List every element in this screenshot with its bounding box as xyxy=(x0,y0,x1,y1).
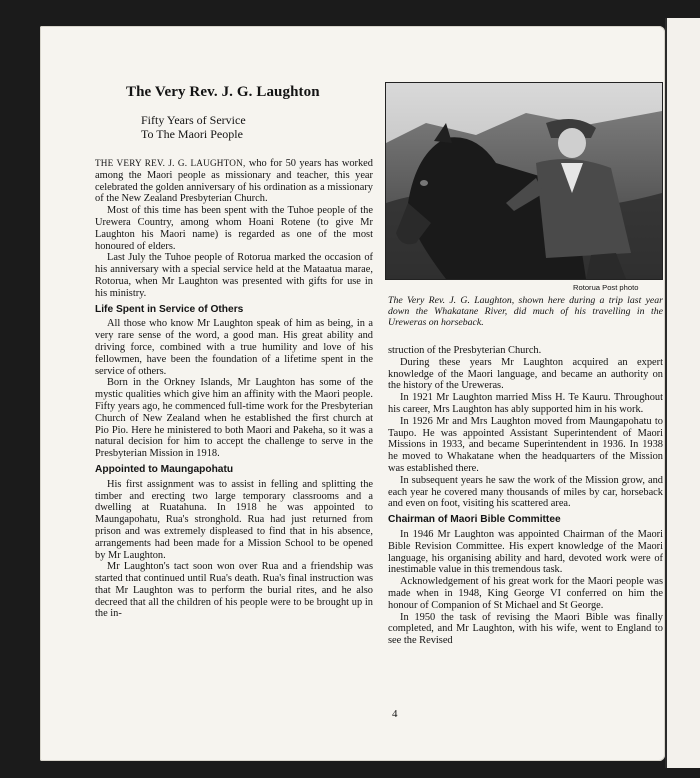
paragraph: In 1946 Mr Laughton was appointed Chairman of the Maori Bible Revision Committee. His expert knowledge of the Maori language, his organising ability and hard, devoted work were of inestimable value in this tremendous task. xyxy=(388,528,663,576)
paragraph: In 1950 the task of revising the Maori Bible was finally completed, and Mr Laughton, with his wife, went to England to see the Revised xyxy=(388,611,663,647)
article-subtitle xyxy=(141,113,246,141)
photo-credit: Rotorua Post photo xyxy=(573,283,639,292)
paragraph: In subsequent years he saw the work of the Mission grow, and each year he covered many thousands of miles by car, horseback and even on foot, visiting his scattered area. xyxy=(388,474,663,510)
section-heading: Life Spent in Service of Others xyxy=(95,303,244,315)
horseback-photo xyxy=(385,82,663,280)
paragraph: During these years Mr Laughton acquired an expert knowledge of the Maori language, and became an authority on the history of the Ureweras. xyxy=(388,356,663,392)
paragraph: In 1921 Mr Laughton married Miss H. Te Kauru. Throughout his career, Mrs Laughton has ably supported him in his work. xyxy=(388,392,663,415)
paragraph: struction of the Presbyterian Church. xyxy=(388,345,542,356)
paragraph: His first assignment was to assist in felling and splitting the timber and erecting two large temporary classrooms and a dwelling at Ruatahuna. In 1918 he was appointed to Maungapohatu, Rua's stronghold. Rua had just returned from prison and was extremely displeased to find that in his absence, arrangements had been made for a Mission School to be opened by Mr Laughton. xyxy=(95,478,373,561)
photo-image xyxy=(386,83,662,279)
photo-caption: The Very Rev. J. G. Laughton, shown here during a trip last year down the Whakatane River, did much of his travelling in the Ureweras on horseback. xyxy=(388,295,663,329)
section-heading: Chairman of Maori Bible Committee xyxy=(388,514,561,526)
paragraph: Born in the Orkney Islands, Mr Laughton has some of the mystic qualities which give him an affinity with the Maori people. Fifty years ago, he commenced full-time work for the Presbyterian Church of New Zealand when he established the first church at Pio Pio. Here he ministered to both Maori and Pakeha, so it was a natural decision for him to accept the challenge to serve in the Presbyterian Mission in 1918. xyxy=(95,377,373,460)
left-column xyxy=(95,158,373,620)
lead-smallcaps: THE VERY REV. J. G. LAUGHTON, xyxy=(95,158,246,168)
paragraph: Most of this time has been spent with the Tuhoe people of the Urewera Country, among whom Hoani Rotene (to give Mr Laughton his Maori name) is regarded as one of the most honoured of elders. xyxy=(95,205,373,252)
paragraph: Mr Laughton's tact soon won over Rua and a friendship was started that continued until Rua's death. Rua's final instruction was that Mr Laughton was to perform the burial rites, and he also decreed that all the children of his people were to be brought up in the in- xyxy=(95,561,373,620)
page-number: 4 xyxy=(392,708,398,720)
paragraph: Last July the Tuhoe people of Rotorua marked the occasion of his anniversary with a special service held at the Mataatua marae, Rotorua, when Mr Laughton was presented with gifts for use in his ministry. xyxy=(95,252,373,299)
section-heading: Appointed to Maungapohatu xyxy=(95,463,234,475)
subtitle-line-2: To The Maori People xyxy=(141,127,243,141)
paragraph: All those who know Mr Laughton speak of him as being, in a very rare sense of the word, a good man. His great ability and driving force, combined with a true humility and love of his fellowmen, have been the foundation of a lifetime spent in the service of others. xyxy=(95,318,373,377)
right-column xyxy=(388,345,663,647)
paragraph: Acknowledgement of his great work for the Maori people was made when in 1948, King George VI conferred on him the honour of Companion of St Michael and St George. xyxy=(388,576,663,611)
subtitle-line-1: Fifty Years of Service xyxy=(141,113,246,127)
paragraph xyxy=(95,158,373,205)
adjacent-page-edge xyxy=(665,18,700,768)
article-title: The Very Rev. J. G. Laughton xyxy=(126,84,320,100)
paragraph: In 1926 Mr and Mrs Laughton moved from Maungapohatu to Taupo. He was appointed Assistant Superintendent of Maori Missions in 1933, and became Superintendent in 1936. In 1938 he moved to Whakatane when the headquarters of the Mission was established there. xyxy=(388,415,663,474)
lead-text: who for 50 years has worked among the Maori people as missionary and teacher, this year celebrated the golden anniversary of his ordination as a missionary of the New Zealand Presbyterian Church. xyxy=(95,158,373,205)
